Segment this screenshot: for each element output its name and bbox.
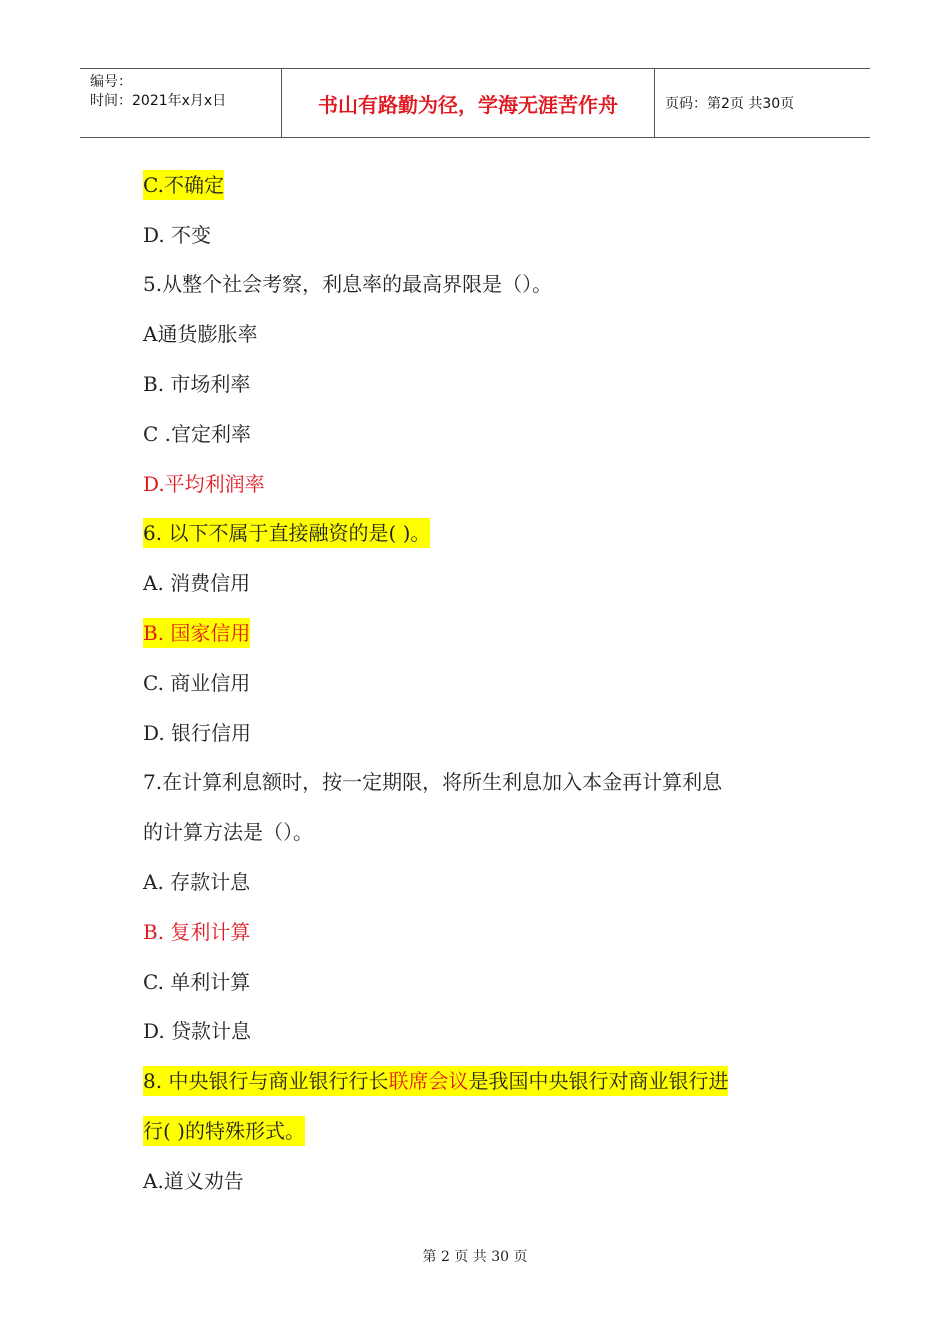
question-5-option-b: B. 市场利率 <box>143 372 251 397</box>
question-8-line-1 <box>143 1056 823 1106</box>
header-page-info: 页码：第2页 共30页 <box>665 96 795 112</box>
question-6-option-d: D. 银行信用 <box>143 720 252 745</box>
question-8-prefix: 8. 中央银行与商业银行行长 <box>143 1066 388 1096</box>
document-body <box>143 160 823 1206</box>
question-7-option-a: A. 存款计息 <box>143 870 251 895</box>
question-6: 6. 以下不属于直接融资的是( )。 <box>143 509 823 559</box>
question-5-option-d-answer: D.平均利润率 <box>143 471 265 496</box>
option-c-uncertain: C.不确定 <box>143 160 823 210</box>
question-5-option-a: A通货膨胀率 <box>143 322 258 347</box>
question-8-suffix: 是我国中央银行对商业银行进 <box>468 1066 728 1096</box>
question-7-line-2: 的计算方法是（）。 <box>143 820 313 845</box>
question-6-option-a: A. 消费信用 <box>143 571 251 596</box>
question-7-option-d: D. 贷款计息 <box>143 1019 252 1044</box>
question-5-option-c: C .官定利率 <box>143 421 252 446</box>
header-meta <box>80 69 282 137</box>
question-8-option-a: A.道义劝告 <box>143 1168 244 1193</box>
option-d-unchanged: D. 不变 <box>143 222 212 247</box>
question-8-keyword: 联席会议 <box>388 1066 468 1096</box>
doc-number-label: 编号： <box>90 74 132 90</box>
question-6-option-b-answer: B. 国家信用 <box>143 608 823 658</box>
question-6-option-c: C. 商业信用 <box>143 670 251 695</box>
question-7-option-c: C. 单利计算 <box>143 969 251 994</box>
question-7-option-b-answer: B. 复利计算 <box>143 919 251 944</box>
page-header <box>80 68 870 138</box>
question-7-line-1: 7.在计算利息额时，按一定期限，将所生利息加入本金再计算利息 <box>143 770 723 795</box>
page-footer: 第 2 页 共 30 页 <box>422 1249 528 1265</box>
header-motto: 书山有路勤为径，学海无涯苦作舟 <box>282 69 655 137</box>
question-5: 5.从整个社会考察，利息率的最高界限是（）。 <box>143 272 553 297</box>
doc-date: 时间：2021年x月x日 <box>90 93 227 109</box>
question-8-line-2: 行( )的特殊形式。 <box>143 1106 823 1156</box>
